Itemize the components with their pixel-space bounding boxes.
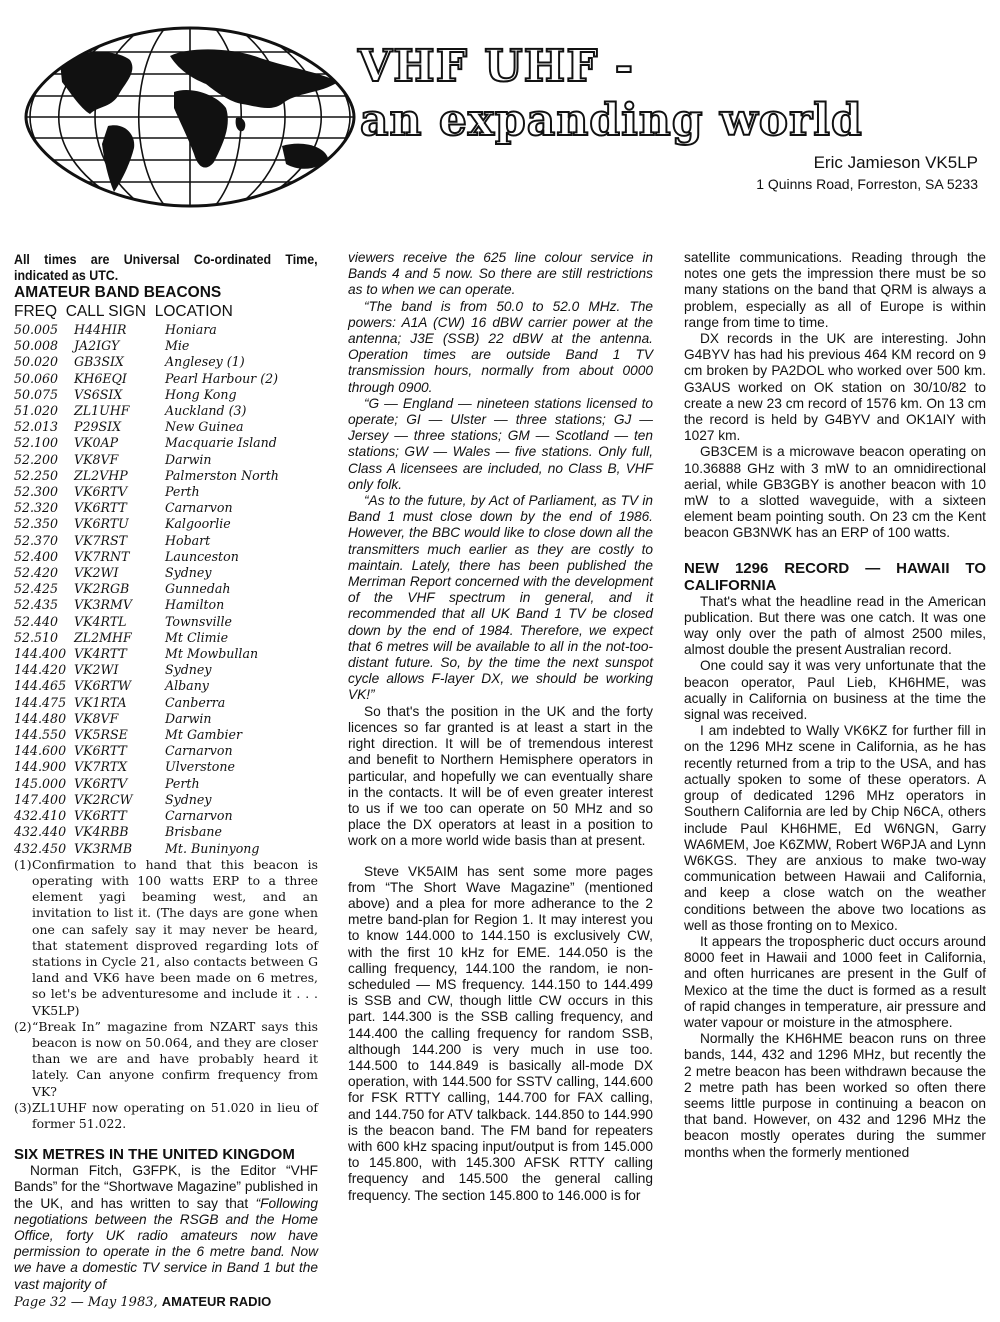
note-marker: (2) xyxy=(14,1018,32,1034)
col3-paragraph-5: One could say it was very unfortunate that the beacon operator, Paul Lieb, KH6HME, was acually in California on business at the time the signal was received. xyxy=(684,658,986,723)
beacon-row xyxy=(14,354,318,370)
article-title xyxy=(358,40,863,148)
beacon-location: Mt. Buninyong xyxy=(165,840,260,856)
column-2 xyxy=(348,250,653,1204)
beacon-row xyxy=(14,678,318,694)
note-text: ZL1UHF now operating on 51.020 in lieu of former 51.022. xyxy=(32,1099,318,1131)
beacon-freq: 432.440 xyxy=(14,824,67,840)
beacon-location: Mie xyxy=(165,338,190,354)
beacon-location: Gunnedah xyxy=(165,581,231,597)
beacon-row xyxy=(14,484,318,500)
beacon-location: Launceston xyxy=(165,548,239,564)
beacon-callsign: VK6RTT xyxy=(74,743,127,759)
beacon-row xyxy=(14,743,318,759)
beacon-callsign: VK3RMV xyxy=(74,597,132,613)
beacon-row xyxy=(14,565,318,581)
beacon-row xyxy=(14,338,318,354)
beacon-row xyxy=(14,727,318,743)
beacon-callsign: JA2IGY xyxy=(74,338,120,354)
page-footer xyxy=(14,1294,271,1310)
beacon-freq: 52.510 xyxy=(14,629,59,645)
beacon-location: Hobart xyxy=(165,532,211,548)
beacon-location: Albany xyxy=(165,678,209,694)
beacon-freq: 144.900 xyxy=(14,759,67,775)
beacon-callsign: KH6EQI xyxy=(74,370,127,386)
beacon-row xyxy=(14,662,318,678)
beacon-freq: 52.320 xyxy=(14,500,59,516)
beacon-location: Darwin xyxy=(165,451,212,467)
beacon-location: Palmerston North xyxy=(165,467,279,483)
beacon-freq: 147.400 xyxy=(14,791,67,807)
beacon-callsign: VK4RTL xyxy=(74,613,127,629)
beacon-note xyxy=(14,857,318,1019)
beacon-location: Pearl Harbour (2) xyxy=(165,370,279,386)
beacons-col-freq: FREQ xyxy=(14,303,58,320)
beacon-location: Mt Mowbullan xyxy=(165,646,259,662)
col3-paragraph-8: Normally the KH6HME beacon runs on three bands, 144, 432 and 1296 MHz, but recently the 2 metre beacon has been withdrawn because the 2 metre path has been worked so often there seems little purpose in continuing a beacon on that band. However, on 432 and 1296 MHz the beacon mostly operates during the summer months when the formerly mentioned xyxy=(684,1031,986,1160)
beacon-row xyxy=(14,468,318,484)
col3-paragraph-4: That's what the headline read in the American publication. But there was one catch. It was one way only over the path of almost 2500 miles, almost double the present Australian record. xyxy=(684,593,986,658)
col2-paragraph-4: “As to the future, by Act of Parliament, as TV in Band 1 must close down by the end of 1986. However, the BBC would like to close down all the transmitters much earlier as they are costly to maintain. Lately, there has been published the Merriman Report concerned with the development of the VHF spectrum in general, and it recommended that all UK Band 1 TV be closed down by the end of 1984. Therefore, we expect that 6 metres will be available to all in the not-too-distant future. So, by the time the next sunspot cycle allows F-layer DX, we should be working VK!” xyxy=(348,493,653,703)
note-text: “Break In” magazine from NZART says this beacon is now on 50.064, and they are closer than we are and have probably heard it lately. Can anyone confirm frequency from VK? xyxy=(32,1018,318,1099)
beacon-callsign: ZL2VHP xyxy=(74,467,128,483)
author-name: Eric Jamieson VK5LP xyxy=(813,153,978,172)
beacon-location: Carnarvon xyxy=(165,500,233,516)
beacon-callsign: ZL2MHF xyxy=(74,629,132,645)
beacon-row xyxy=(14,533,318,549)
beacon-location: Carnarvon xyxy=(165,808,233,824)
note-marker: (1) xyxy=(14,856,32,872)
beacon-callsign: VK2RGB xyxy=(74,581,130,597)
beacon-freq: 50.008 xyxy=(14,338,59,354)
beacon-row xyxy=(14,792,318,808)
beacons-table xyxy=(14,322,318,857)
beacon-row xyxy=(14,808,318,824)
col2-paragraph-2: “The band is from 50.0 to 52.0 MHz. The powers: A1A (CW) 16 dBW carrier power at the antenna; J3E (SSB) 22 dBW at the antenna. Operation times are outside Band 1 TV transmission hours, normally from about 0000 through 0900. xyxy=(348,298,653,395)
beacon-location: Hamilton xyxy=(165,597,225,613)
beacon-freq: 432.410 xyxy=(14,808,67,824)
beacon-callsign: VK2WI xyxy=(74,662,119,678)
beacon-freq: 52.370 xyxy=(14,532,59,548)
col3-paragraph-1: satellite communications. Reading through the notes one gets the impression there must be so many stations on the band that QRM is always a problem, especially as all of Europe is within range from time to time. xyxy=(684,250,986,330)
beacon-location: Kalgoorlie xyxy=(165,516,231,532)
beacon-freq: 52.400 xyxy=(14,548,59,564)
beacon-callsign: H44HIR xyxy=(74,322,127,337)
beacon-row xyxy=(14,581,318,597)
beacon-freq: 52.100 xyxy=(14,435,59,451)
beacon-row xyxy=(14,371,318,387)
beacon-row xyxy=(14,419,318,435)
beacon-freq: 145.000 xyxy=(14,775,67,791)
beacon-freq: 50.020 xyxy=(14,354,59,370)
beacon-location: Honiara xyxy=(165,322,217,337)
beacon-callsign: VK6RTV xyxy=(74,484,128,500)
beacon-freq: 52.420 xyxy=(14,565,59,581)
beacon-row xyxy=(14,452,318,468)
beacon-freq: 432.450 xyxy=(14,840,67,856)
column-1 xyxy=(14,252,318,1293)
beacon-freq: 144.420 xyxy=(14,662,67,678)
hawaii-heading: NEW 1296 RECORD — HAWAII TO CALIFORNIA xyxy=(684,559,986,594)
beacon-freq: 52.300 xyxy=(14,484,59,500)
beacons-col-callsign: CALL SIGN xyxy=(65,303,147,320)
six-metres-heading: SIX METRES IN THE UNITED KINGDOM xyxy=(14,1146,295,1164)
beacon-row xyxy=(14,630,318,646)
beacon-row xyxy=(14,759,318,775)
beacon-location: Anglesey (1) xyxy=(165,354,245,370)
beacon-location: Mt Gambier xyxy=(165,727,243,743)
beacon-row xyxy=(14,435,318,451)
beacon-freq: 50.005 xyxy=(14,322,59,337)
beacon-location: Auckland (3) xyxy=(165,403,247,419)
beacon-callsign: VK2RCW xyxy=(74,791,133,807)
beacon-callsign: VK8VF xyxy=(74,710,119,726)
title-line-1: VHF UHF - xyxy=(358,41,635,92)
beacon-location: Perth xyxy=(165,484,200,500)
footer-page: Page 32 — May 1983, xyxy=(14,1295,158,1310)
byline xyxy=(756,152,978,194)
beacon-callsign: VK4RTT xyxy=(74,646,127,662)
beacon-callsign: GB3SIX xyxy=(74,354,124,370)
beacon-freq: 144.475 xyxy=(14,694,67,710)
note-text: Confirmation to hand that this beacon is operating with 100 watts ERP to a three element yagi beaming west, and an invitation to list it. (The days are gone when one can safely say it may never be heard, that statement disproved regarding lots of stations in Cycle 21, also contacts between G land and VK6 have been made on 6 metres, so let's be adventuresome and include it . . . VK5LP) xyxy=(32,856,318,1018)
beacon-freq: 144.465 xyxy=(14,678,67,694)
beacon-callsign: P29SIX xyxy=(74,419,122,435)
beacon-row xyxy=(14,403,318,419)
beacon-note xyxy=(14,1019,318,1100)
beacon-location: Macquarie Island xyxy=(165,435,277,451)
beacon-location: Townsville xyxy=(165,613,233,629)
beacon-location: Perth xyxy=(165,775,200,791)
beacon-freq: 52.435 xyxy=(14,597,59,613)
beacon-location: Hong Kong xyxy=(165,386,237,402)
beacon-freq: 144.400 xyxy=(14,646,67,662)
beacon-freq: 52.013 xyxy=(14,419,59,435)
beacon-callsign: VS6SIX xyxy=(74,386,123,402)
beacon-freq: 52.350 xyxy=(14,516,59,532)
beacon-location: Darwin xyxy=(165,710,212,726)
col2-paragraph-6: Steve VK5AIM has sent some more pages from “The Short Wave Magazine” (mentioned above) and a plea for more adherance to the 2 metre band-plan for Region 1. It may interest you to know 144.000 to 144.150 is exclusively CW, with the first 10 kHz for EME. 144.050 is the calling frequency, 144.100 the random, ie non-scheduled — MS frequency. 144.150 to 144.499 is SSB and CW, though little CW occurs in this part. 144.300 is the SSB calling frequency, and 144.400 the calling frequency for random SSB, although 144.200 is very much in use too. 144.500 to 144.849 is basically all-mode DX operation, with 144.500 for SSTV calling, 144.600 for FSK RTTY calling, 144.700 for FAX calling, and 144.750 for ATV talkback. 144.850 to 144.990 is the beacon band. The FM band for repeaters with 600 kHz spacing input/output is from 145.000 to 145.800, with 145.300 AFSK RTTY calling frequency and 145.500 the general calling frequency. The section 145.800 to 146.000 is for xyxy=(348,863,653,1203)
beacon-callsign: VK1RTA xyxy=(74,694,127,710)
beacon-location: Canberra xyxy=(165,694,226,710)
beacon-freq: 144.600 xyxy=(14,743,67,759)
column-3 xyxy=(684,250,986,1161)
beacon-callsign: VK3RMB xyxy=(74,840,133,856)
col2-paragraph-5: So that's the position in the UK and the forty licences so far granted is at least a start in the right direction. It will be of tremendous interest and benefit to Northern Hemisphere operators in particular, and hopefully we can eventually share in the contacts. It will be of even greater interest to us if we too can operate on 50 MHz and so place the DX operators at least in a position to work on a more world wide basis than at present. xyxy=(348,703,653,849)
beacon-row xyxy=(14,322,318,338)
beacon-callsign: VK6RTV xyxy=(74,775,128,791)
col3-paragraph-3: GB3CEM is a microwave beacon operating on 10.36888 GHz with 3 mW to an omnidirectional aerial, while GB3GBY is another beacon with 10 mW to a slotted waveguide, with a sixteen element beam pointing south. On 23 cm the Kent beacon GB3NWK has an ERP of 100 watts. xyxy=(684,444,986,541)
beacon-callsign: VK4RBB xyxy=(74,824,129,840)
author-address: 1 Quinns Road, Forreston, SA 5233 xyxy=(756,176,978,192)
beacon-location: New Guinea xyxy=(165,419,244,435)
beacon-notes xyxy=(14,857,318,1132)
col2-paragraph-1: viewers receive the 625 line colour service in Bands 4 and 5 now. So there are still restrictions as to when we can operate. xyxy=(348,250,653,298)
beacons-heading: AMATEUR BAND BEACONS xyxy=(14,284,222,301)
beacon-location: Sydney xyxy=(165,791,212,807)
beacon-freq: 144.550 xyxy=(14,727,67,743)
beacon-freq: 50.060 xyxy=(14,370,59,386)
beacon-callsign: VK6RTT xyxy=(74,808,127,824)
beacon-location: Mt Climie xyxy=(165,629,229,645)
beacon-row xyxy=(14,500,318,516)
col3-paragraph-7: It appears the tropospheric duct occurs around 8000 feet in Hawaii and 1000 feet in California, and often hurricanes are present in the Gulf of Mexico at the time the duct is formed as a result of rapid changes in temperature, air pressure and water vapour or moisture in the atmosphere. xyxy=(684,933,986,1030)
beacon-location: Sydney xyxy=(165,662,212,678)
beacon-freq: 52.250 xyxy=(14,467,59,483)
beacon-freq: 52.200 xyxy=(14,451,59,467)
beacon-row xyxy=(14,695,318,711)
beacon-note xyxy=(14,1100,318,1132)
beacon-callsign: VK5RSE xyxy=(74,727,128,743)
beacon-callsign: VK6RTT xyxy=(74,500,127,516)
beacon-callsign: VK6RTW xyxy=(74,678,132,694)
six-metres-paragraph xyxy=(14,1163,318,1293)
note-marker: (3) xyxy=(14,1099,32,1115)
beacon-callsign: VK8VF xyxy=(74,451,119,467)
beacon-row xyxy=(14,776,318,792)
globe-logo-icon xyxy=(20,22,360,212)
beacon-callsign: VK7RNT xyxy=(74,548,130,564)
six-metres-quote: “Following negotiations between the RSGB and the Home Office, forty UK radio amateurs now have permission to operate in the 6 metre band. Now we have a domestic TV service in Band 1 but the vast majority of xyxy=(14,1195,318,1292)
beacon-row xyxy=(14,597,318,613)
col3-paragraph-2: DX records in the UK are interesting. John G4BYV has had his previous 464 KM record on 9 cm broken by PA2DOL who worked over 500 km. G3AUS worked on OK station on 30/10/82 to create a new 23 cm record of 1576 km. On 13 cm the record is held by G4BYV and OK1AIY with 1027 km. xyxy=(684,331,986,444)
beacon-freq: 51.020 xyxy=(14,403,59,419)
beacon-freq: 52.425 xyxy=(14,581,59,597)
beacon-callsign: VK7RTX xyxy=(74,759,128,775)
col3-paragraph-6: I am indebted to Wally VK6KZ for further fill in on the 1296 MHz scene in California, as he has recently returned from a trip to the USA, and has actually spoken to some of these operators. A group of dedicated 1296 MHz operators in Southern California are led by Chip N6CA, others include Paul KH6HME, Ed W6NGN, Garry WA6MEM, Joe K6ZMW, Robert W6PJA and Lynn W6KGS. They are anxious to make two-way communication between Hawaii and California, and keep a close watch on the weather conditions between the above two locations as well as those fronting on to Mexico. xyxy=(684,723,986,933)
beacon-row xyxy=(14,824,318,840)
beacon-callsign: VK7RST xyxy=(74,532,128,548)
six-metres-text: Norman Fitch, G3FPK, is the Editor “VHF Bands” for the “Shortwave Magazine” published in the UK, and has written to say that xyxy=(14,1163,318,1211)
footer-magazine: AMATEUR RADIO xyxy=(161,1294,272,1309)
beacon-callsign: VK0AP xyxy=(74,435,119,451)
beacon-callsign: VK2WI xyxy=(74,565,119,581)
beacon-row xyxy=(14,516,318,532)
beacon-freq: 50.075 xyxy=(14,386,59,402)
beacon-row xyxy=(14,614,318,630)
title-line-2: an expanding world xyxy=(360,95,863,146)
beacons-header-row xyxy=(14,303,318,320)
col2-paragraph-3: “G — England — nineteen stations licensed to operate; GI — Ulster — three stations; GJ — Jersey — three stations; GM — Scotland — ten stations; GW — Wales — five stations. Only full, Class A licensees are included, no Class B, VHF only folk. xyxy=(348,395,653,492)
beacons-col-location: LOCATION xyxy=(154,303,233,320)
beacon-row xyxy=(14,711,318,727)
beacon-location: Brisbane xyxy=(165,824,222,840)
beacon-row xyxy=(14,549,318,565)
beacon-callsign: ZL1UHF xyxy=(74,403,130,419)
beacon-location: Ulverstone xyxy=(165,759,235,775)
beacon-freq: 144.480 xyxy=(14,710,67,726)
beacon-callsign: VK6RTU xyxy=(74,516,129,532)
beacon-row xyxy=(14,841,318,857)
beacon-freq: 52.440 xyxy=(14,613,59,629)
beacon-location: Carnarvon xyxy=(165,743,233,759)
beacon-location: Sydney xyxy=(165,565,212,581)
beacon-row xyxy=(14,387,318,403)
beacon-row xyxy=(14,646,318,662)
utc-note: All times are Universal Co-ordinated Time, indicated as UTC. xyxy=(14,252,318,283)
